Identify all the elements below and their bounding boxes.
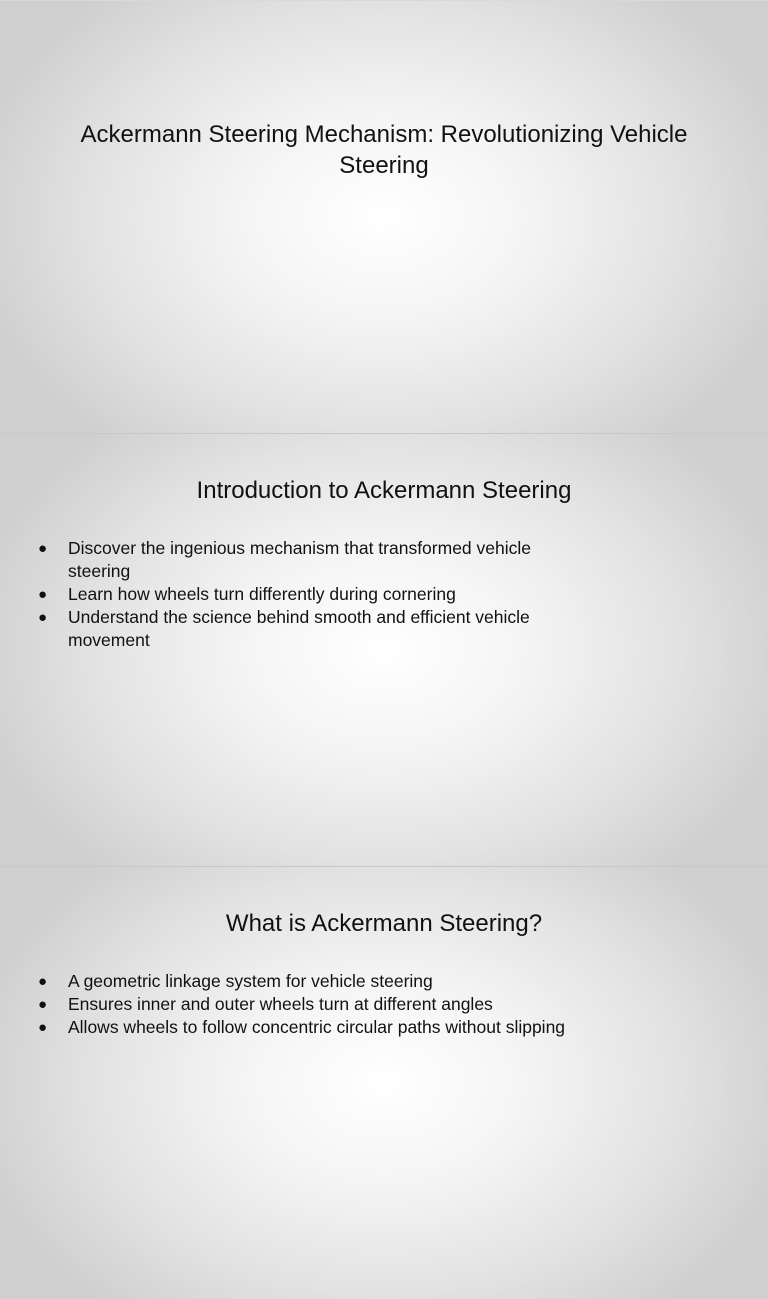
slide-2[interactable] <box>0 434 768 866</box>
list-item <box>38 583 598 606</box>
bullet-list <box>38 970 598 1039</box>
slide-3[interactable] <box>0 867 768 1299</box>
bullet-text: Ensures inner and outer wheels turn at different angles <box>68 994 493 1014</box>
bullet-icon: ● <box>38 973 48 990</box>
slide-title: Ackermann Steering Mechanism: Revolutionizing Vehicle Steering <box>80 121 688 179</box>
bullet-list <box>38 537 598 652</box>
bullet-icon: ● <box>38 540 48 557</box>
bullet-text: Discover the ingenious mechanism that transformed vehicle steering <box>68 538 531 581</box>
list-item <box>38 537 598 583</box>
bullet-text: Allows wheels to follow concentric circular paths without slipping <box>68 1017 566 1037</box>
slide-heading: What is Ackermann Steering? <box>225 910 543 937</box>
slide-heading: Introduction to Ackermann Steering <box>196 477 572 504</box>
list-item <box>38 993 598 1016</box>
bullet-icon: ● <box>38 609 48 626</box>
list-item <box>38 606 598 652</box>
bullet-text: Learn how wheels turn differently during cornering <box>68 584 456 604</box>
bullet-text: Understand the science behind smooth and efficient vehicle movement <box>68 607 530 650</box>
list-item <box>38 1016 598 1039</box>
bullet-icon: ● <box>38 996 48 1013</box>
bullet-text: A geometric linkage system for vehicle steering <box>68 971 433 991</box>
bullet-icon: ● <box>38 1019 48 1036</box>
list-item <box>38 970 598 993</box>
bullet-icon: ● <box>38 586 48 603</box>
slide-1[interactable] <box>0 1 768 433</box>
